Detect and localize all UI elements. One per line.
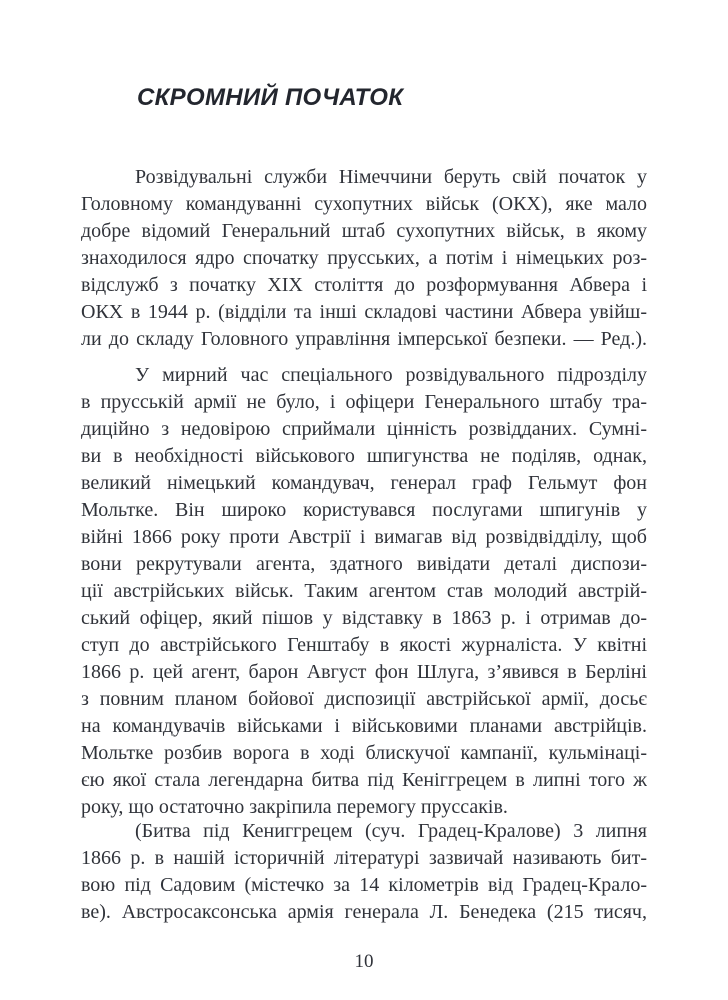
text-line: єю якої стала легендарна битва під Кеніггрецем в липні того ж	[81, 769, 647, 791]
text-line: з повним планом бойової диспозиції австрійської армії, досьє	[81, 688, 647, 710]
text-line: добре відомий Генеральний штаб сухопутних військ, в якому	[81, 220, 647, 242]
text-line: 1866 р. в нашій історичній літературі зазвичай називають бит-	[81, 847, 647, 869]
text-line: війні 1866 року проти Австрії і вимагав від розвідвідділу, щоб	[81, 526, 647, 548]
text-line: Головному командуванні сухопутних військ (ОКХ), яке мало	[81, 193, 647, 215]
text-line: знаходилося ядро спочатку прусських, а потім і німецьких роз-	[81, 247, 647, 269]
text-line: Розвідувальні служби Німеччини беруть свій початок у	[135, 166, 647, 188]
text-line: У мирний час спеціального розвідувального підрозділу	[135, 364, 647, 386]
paragraph-editor-note	[81, 818, 647, 926]
text-line: ції австрійських військ. Таким агентом став молодий австрій-	[81, 580, 647, 602]
text-line: відслужб з початку XIX століття до розформування Абвера і	[81, 274, 647, 296]
text-line: вони рекрутували агента, здатного вивідати деталі диспози-	[81, 553, 647, 575]
text-line: ли до складу Головного управління імперської безпеки. — Ред.).	[81, 328, 647, 350]
text-line: ви в необхідності військового шпигунства не поділяв, однак,	[81, 445, 647, 467]
text-line: в прусській армії не було, і офіцери Генерального штабу тра-	[81, 391, 647, 413]
text-line: Мольтке. Він широко користувався послугами шпигунів у	[81, 499, 647, 521]
paragraph-main	[81, 362, 647, 821]
chapter-title: СКРОМНИЙ ПОЧАТОК	[137, 84, 404, 111]
text-line: диційно з недовірою сприймали цінність розвідданих. Сумні-	[81, 418, 647, 440]
text-line: ОКХ в 1944 р. (відділи та інші складові частини Абвера увійш-	[81, 301, 647, 323]
paragraph-intro	[81, 164, 647, 353]
text-line: ве). Австросаксонська армія генерала Л. Бенедека (215 тисяч,	[81, 901, 647, 923]
page-number: 10	[354, 951, 374, 972]
text-line: 1866 р. цей агент, барон Август фон Шлуга, з’явився в Берліні	[81, 661, 647, 683]
text-line: великий німецький командувач, генерал граф Гельмут фон	[81, 472, 647, 494]
text-line: ський офіцер, який пішов у відставку в 1863 р. і отримав до-	[81, 607, 647, 629]
text-line: (Битва під Кениггрецем (суч. Градец-Кралове) 3 липня	[135, 820, 647, 842]
text-line: року, що остаточно закріпила перемогу пруссаків.	[81, 796, 508, 818]
text-line: Мольтке розбив ворога в ході блискучої кампанії, кульмінаці-	[81, 742, 647, 764]
text-line: вою під Садовим (містечко за 14 кілометрів від Градец-Крало-	[81, 874, 647, 896]
text-line: на командувачів військами і військовими планами австрійців.	[81, 715, 647, 737]
text-line: ступ до австрійського Генштабу в якості журналіста. У квітні	[81, 634, 647, 656]
